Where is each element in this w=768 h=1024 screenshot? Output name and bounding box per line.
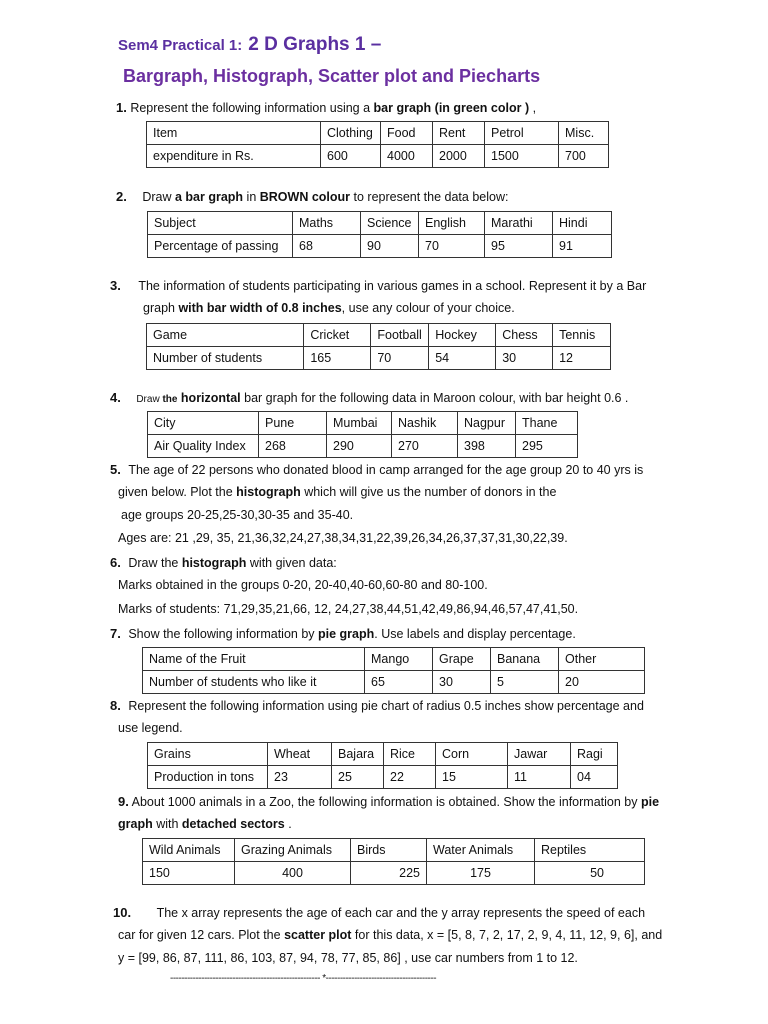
table-cell: 270 [392, 435, 458, 458]
table-q1 [146, 121, 609, 168]
table-cell: Banana [491, 648, 559, 671]
question-emphasis: bar graph (in green color ) [373, 101, 530, 115]
question-number: 9. [118, 794, 129, 809]
table-row [147, 122, 609, 145]
table-q4 [147, 411, 578, 458]
question-5 [110, 462, 643, 477]
table-cell: Hockey [429, 324, 496, 347]
question-text: for this data, x = [5, 8, 7, 2, 17, 2, 9, 4, 11, 12, 9, 6], and [351, 928, 663, 942]
question-text: Represent the following information using a [130, 101, 374, 115]
table-cell: Production in tons [148, 766, 268, 789]
table-cell: 150 [143, 862, 235, 885]
question-10-line2 [118, 928, 662, 942]
question-text: bar graph for the following data in Maroon colour, with bar height 0.6 . [240, 391, 629, 405]
table-cell: 4000 [381, 145, 433, 168]
question-9-line2 [118, 817, 292, 831]
question-emphasis: graph [118, 817, 153, 831]
table-cell: Marathi [485, 212, 553, 235]
table-cell: Rice [384, 743, 436, 766]
table-row [148, 412, 578, 435]
table-cell: 95 [485, 235, 553, 258]
table-cell: 175 [427, 862, 535, 885]
table-cell: 90 [361, 235, 419, 258]
question-number: 6. [110, 555, 121, 570]
table-cell: Science [361, 212, 419, 235]
question-text: Draw the [128, 556, 182, 570]
question-text: in [243, 190, 260, 204]
question-4 [110, 390, 628, 405]
table-cell: Name of the Fruit [143, 648, 365, 671]
table-cell: Item [147, 122, 321, 145]
table-cell: Grazing Animals [235, 839, 351, 862]
table-cell: Thane [516, 412, 578, 435]
table-cell: 15 [436, 766, 508, 789]
table-cell: 165 [304, 347, 371, 370]
question-emphasis: scatter plot [284, 928, 352, 942]
table-cell: 04 [571, 766, 618, 789]
table-cell: 268 [259, 435, 327, 458]
table-cell: 398 [458, 435, 516, 458]
table-cell: 25 [332, 766, 384, 789]
question-7 [110, 626, 576, 641]
table-cell: 400 [235, 862, 351, 885]
question-5-line2 [118, 485, 556, 499]
question-text: which will give us the number of donors in the [300, 485, 557, 499]
table-cell: 2000 [433, 145, 485, 168]
question-text: Show the following information by [128, 627, 319, 641]
question-text: Represent the following information using pie chart of radius 0.5 inches show percentage and [128, 699, 644, 713]
question-text: . Use labels and display percentage. [374, 627, 576, 641]
question-text: , [529, 101, 537, 115]
table-cell: Rent [433, 122, 485, 145]
question-10 [113, 905, 645, 920]
question-3 [110, 278, 646, 293]
table-cell: 54 [429, 347, 496, 370]
table-cell: 1500 [485, 145, 559, 168]
table-cell: 23 [268, 766, 332, 789]
table-cell: 65 [365, 671, 433, 694]
table-row [143, 671, 645, 694]
question-number: 8. [110, 698, 121, 713]
question-6-line2: Marks obtained in the groups 0-20, 20-40,40-60,60-80 and 80-100. [118, 578, 488, 592]
table-row [148, 766, 618, 789]
question-text: graph [143, 301, 179, 315]
table-cell: 30 [496, 347, 553, 370]
question-text: About 1000 animals in a Zoo, the following information is obtained. Show the information by [131, 795, 641, 809]
footer-divider: ----------------------------------------------------- *--------------------------------------- [170, 973, 437, 984]
table-cell: 91 [553, 235, 612, 258]
question-emphasis: the [162, 394, 178, 405]
table-cell: Petrol [485, 122, 559, 145]
table-cell: Mango [365, 648, 433, 671]
table-cell: 20 [559, 671, 645, 694]
table-cell: Grape [433, 648, 491, 671]
question-text: to represent the data below: [350, 190, 509, 204]
page-title [118, 34, 381, 56]
table-q3 [146, 323, 611, 370]
question-text: Draw [136, 394, 163, 405]
question-3-line2 [143, 301, 515, 315]
question-8 [110, 698, 644, 713]
table-cell: Other [559, 648, 645, 671]
table-cell: Birds [351, 839, 427, 862]
table-row [143, 839, 645, 862]
question-6 [110, 555, 337, 570]
table-cell: 700 [559, 145, 609, 168]
table-cell: Grains [148, 743, 268, 766]
table-row [148, 235, 612, 258]
question-emphasis: histograph [181, 556, 247, 570]
question-emphasis: detached sectors [181, 817, 285, 831]
table-cell: Jawar [508, 743, 571, 766]
table-cell: 225 [351, 862, 427, 885]
question-5-line4: Ages are: 21 ,29, 35, 21,36,32,24,27,38,34,31,22,39,26,34,26,37,37,31,30,22,39. [118, 531, 568, 545]
table-row [143, 862, 645, 885]
question-emphasis: histograph [236, 485, 301, 499]
table-row [147, 324, 611, 347]
table-cell: Nagpur [458, 412, 516, 435]
table-cell: 68 [293, 235, 361, 258]
table-cell: Pune [259, 412, 327, 435]
page-subtitle: Bargraph, Histograph, Scatter plot and Piecharts [123, 66, 541, 86]
table-cell: Wheat [268, 743, 332, 766]
question-number: 4. [110, 390, 121, 405]
table-q8 [147, 742, 618, 789]
table-cell: Wild Animals [143, 839, 235, 862]
table-cell: Mumbai [327, 412, 392, 435]
table-cell: 600 [321, 145, 381, 168]
table-cell: City [148, 412, 259, 435]
table-row [148, 743, 618, 766]
question-text: , use any colour of your choice. [341, 301, 515, 315]
table-cell: Water Animals [427, 839, 535, 862]
table-cell: English [419, 212, 485, 235]
title-main: 2 D Graphs 1 – [248, 34, 382, 55]
table-cell: 11 [508, 766, 571, 789]
question-number: 7. [110, 626, 121, 641]
question-number: 5. [110, 462, 121, 477]
table-cell: Air Quality Index [148, 435, 259, 458]
table-cell: Number of students who like it [143, 671, 365, 694]
question-8-line2: use legend. [118, 721, 183, 735]
table-cell: Misc. [559, 122, 609, 145]
question-emphasis: BROWN colour [259, 190, 351, 204]
question-text: with given data: [246, 556, 337, 570]
table-row [143, 648, 645, 671]
question-text: car for given 12 cars. Plot the [118, 928, 285, 942]
table-cell: 295 [516, 435, 578, 458]
table-cell: Tennis [553, 324, 611, 347]
table-cell: Maths [293, 212, 361, 235]
question-9 [118, 794, 659, 809]
table-cell: Ragi [571, 743, 618, 766]
table-cell: 290 [327, 435, 392, 458]
question-1 [116, 100, 536, 115]
question-text: . [284, 817, 292, 831]
table-cell: Bajara [332, 743, 384, 766]
table-cell: Chess [496, 324, 553, 347]
question-6-line3: Marks of students: 71,29,35,21,66, 12, 24,27,38,44,51,42,49,86,94,46,57,47,41,50. [118, 602, 579, 616]
question-emphasis: horizontal [177, 391, 241, 405]
table-cell: Percentage of passing [148, 235, 293, 258]
table-row [147, 347, 611, 370]
question-number: 10. [113, 905, 132, 920]
question-emphasis: with bar width of 0.8 inches [178, 301, 342, 315]
title-prefix: Sem4 Practical 1: [118, 37, 243, 54]
question-text: with [152, 817, 182, 831]
question-emphasis: pie [640, 795, 660, 809]
table-cell: 5 [491, 671, 559, 694]
question-text: The information of students participating in various games in a school. Represent it by a Bar [138, 279, 647, 293]
question-text: given below. Plot the [118, 485, 237, 499]
question-number: 1. [116, 100, 127, 115]
question-5-line3: age groups 20-25,25-30,30-35 and 35-40. [121, 508, 354, 522]
question-emphasis: a bar graph [174, 190, 244, 204]
table-cell: Number of students [147, 347, 304, 370]
question-2 [116, 189, 508, 204]
question-10-line3: y = [99, 86, 87, 111, 86, 103, 87, 94, 78, 77, 85, 86] , use car numbers from 1 to 12. [118, 951, 578, 965]
question-text: Draw [142, 190, 175, 204]
question-number: 2. [116, 189, 127, 204]
table-cell: Nashik [392, 412, 458, 435]
question-number: 3. [110, 278, 121, 293]
table-cell: 30 [433, 671, 491, 694]
table-cell: Subject [148, 212, 293, 235]
table-q2 [147, 211, 612, 258]
table-cell: expenditure in Rs. [147, 145, 321, 168]
table-cell: Hindi [553, 212, 612, 235]
table-cell: Clothing [321, 122, 381, 145]
table-cell: 70 [371, 347, 429, 370]
table-row [148, 435, 578, 458]
table-cell: 12 [553, 347, 611, 370]
table-q9 [142, 838, 645, 885]
question-text: The age of 22 persons who donated blood in camp arranged for the age group 20 to 40 yrs is [128, 463, 644, 477]
question-emphasis: pie graph [318, 627, 375, 641]
table-q7 [142, 647, 645, 694]
table-cell: Football [371, 324, 429, 347]
table-cell: 22 [384, 766, 436, 789]
table-cell: 50 [535, 862, 645, 885]
table-row [147, 145, 609, 168]
table-row [148, 212, 612, 235]
table-cell: 70 [419, 235, 485, 258]
question-text: The x array represents the age of each car and the y array represents the speed of each [156, 906, 646, 920]
table-cell: Reptiles [535, 839, 645, 862]
table-cell: Game [147, 324, 304, 347]
table-cell: Corn [436, 743, 508, 766]
table-cell: Food [381, 122, 433, 145]
table-cell: Cricket [304, 324, 371, 347]
